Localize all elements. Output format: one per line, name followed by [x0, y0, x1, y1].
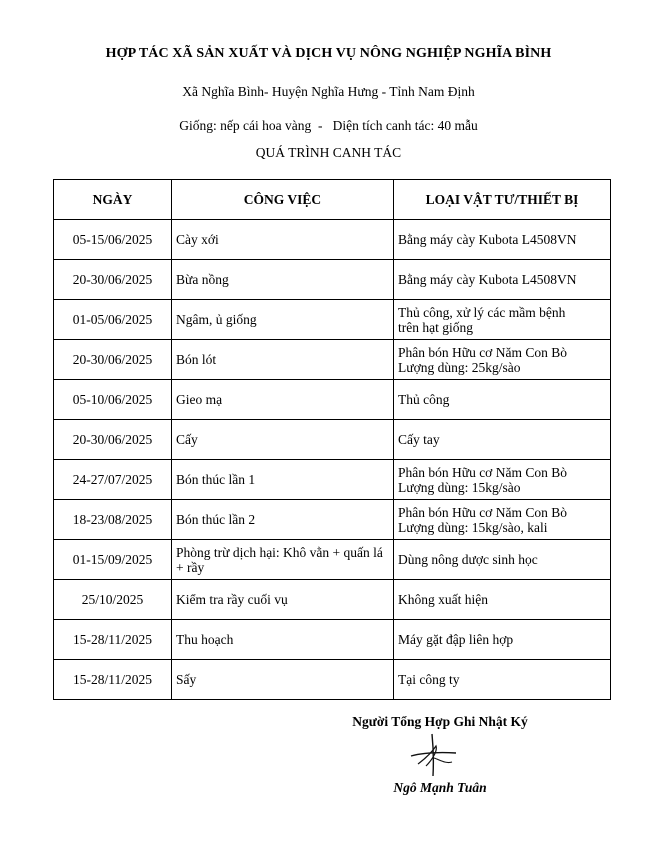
cell-date: 01-15/09/2025 — [54, 540, 172, 580]
cell-material — [394, 580, 611, 620]
cell-material — [394, 660, 611, 700]
material-line: Lượng dùng: 15kg/sào, kali — [398, 519, 548, 535]
material-line: Lượng dùng: 25kg/sào — [398, 359, 521, 375]
cell-date: 01-05/06/2025 — [54, 300, 172, 340]
cell-material — [394, 260, 611, 300]
material-line: Bằng máy cày Kubota L4508VN — [398, 232, 577, 247]
cell-task: Bừa nồng — [172, 260, 394, 300]
table-row — [54, 540, 611, 580]
cell-task: Kiểm tra rầy cuối vụ — [172, 580, 394, 620]
table-body — [54, 220, 611, 700]
cell-date: 25/10/2025 — [54, 580, 172, 620]
cell-date: 15-28/11/2025 — [54, 660, 172, 700]
cell-task: Sấy — [172, 660, 394, 700]
cell-task: Bón thúc lần 2 — [172, 500, 394, 540]
cell-date: 20-30/06/2025 — [54, 260, 172, 300]
table-row — [54, 260, 611, 300]
variety-info-line: Giống: nếp cái hoa vàng - Diện tích canh tác: 40 mẫu — [179, 118, 478, 133]
cell-date: 05-15/06/2025 — [54, 220, 172, 260]
handwritten-signature — [408, 732, 458, 778]
cell-material — [394, 460, 611, 500]
cell-material — [394, 540, 611, 580]
material-line: Phân bón Hữu cơ Năm Con Bò — [398, 504, 567, 520]
material-line: Bằng máy cày Kubota L4508VN — [398, 272, 577, 287]
cell-date: 18-23/08/2025 — [54, 500, 172, 540]
cell-material — [394, 380, 611, 420]
cell-material — [394, 300, 611, 340]
material-line: Lượng dùng: 15kg/sào — [398, 479, 521, 495]
cell-date: 20-30/06/2025 — [54, 420, 172, 460]
material-line: Phân bón Hữu cơ Năm Con Bò — [398, 464, 567, 480]
cell-task: Ngâm, ủ giống — [172, 300, 394, 340]
signer-name: Ngô Mạnh Tuân — [393, 780, 487, 795]
cell-date: 24-27/07/2025 — [54, 460, 172, 500]
table-row — [54, 220, 611, 260]
cell-task: Gieo mạ — [172, 380, 394, 420]
cell-task: Cấy — [172, 420, 394, 460]
cell-task: Cày xới — [172, 220, 394, 260]
cell-date: 20-30/06/2025 — [54, 340, 172, 380]
table-header-row — [54, 180, 611, 220]
material-line: Phân bón Hữu cơ Năm Con Bò — [398, 344, 567, 360]
material-line: Dùng nông dược sinh học — [398, 552, 538, 567]
cell-material — [394, 500, 611, 540]
material-line: Tại công ty — [398, 672, 460, 687]
header-task: CÔNG VIỆC — [172, 180, 394, 220]
cell-material — [394, 340, 611, 380]
table-row — [54, 620, 611, 660]
cell-material — [394, 620, 611, 660]
address-line: Xã Nghĩa Bình- Huyện Nghĩa Hưng - Tỉnh Nam Định — [182, 84, 475, 99]
table-row — [54, 660, 611, 700]
table-row — [54, 420, 611, 460]
material-line: Máy gặt đập liên hợp — [398, 632, 514, 647]
signature-title: Người Tổng Hợp Ghi Nhật Ký — [352, 714, 528, 729]
table-row — [54, 500, 611, 540]
organization-title: HỢP TÁC XÃ SẢN XUẤT VÀ DỊCH VỤ NÔNG NGHIỆP NGHĨA BÌNH — [105, 46, 552, 61]
material-line: Thủ công, xử lý các mầm bệnh — [398, 304, 566, 320]
table-row — [54, 580, 611, 620]
material-line: Không xuất hiện — [398, 592, 488, 607]
cell-material — [394, 220, 611, 260]
material-line: Thủ công — [398, 392, 450, 407]
material-line: Cấy tay — [398, 432, 440, 447]
cultivation-log-table — [53, 179, 611, 700]
header-date: NGÀY — [54, 180, 172, 220]
section-title: QUÁ TRÌNH CANH TÁC — [255, 145, 402, 160]
header-material: LOẠI VẬT TƯ/THIẾT BỊ — [394, 180, 611, 220]
cell-task: Bón thúc lần 1 — [172, 460, 394, 500]
cell-date: 15-28/11/2025 — [54, 620, 172, 660]
table-row — [54, 340, 611, 380]
cell-task: Bón lót — [172, 340, 394, 380]
table-row — [54, 460, 611, 500]
table-row — [54, 380, 611, 420]
cell-material — [394, 420, 611, 460]
material-line: trên hạt giống — [398, 319, 473, 335]
cell-task: Thu hoạch — [172, 620, 394, 660]
cell-task: Phòng trừ dịch hại: Khô vằn + quấn lá + rầy — [172, 540, 394, 580]
cell-date: 05-10/06/2025 — [54, 380, 172, 420]
table-row — [54, 300, 611, 340]
